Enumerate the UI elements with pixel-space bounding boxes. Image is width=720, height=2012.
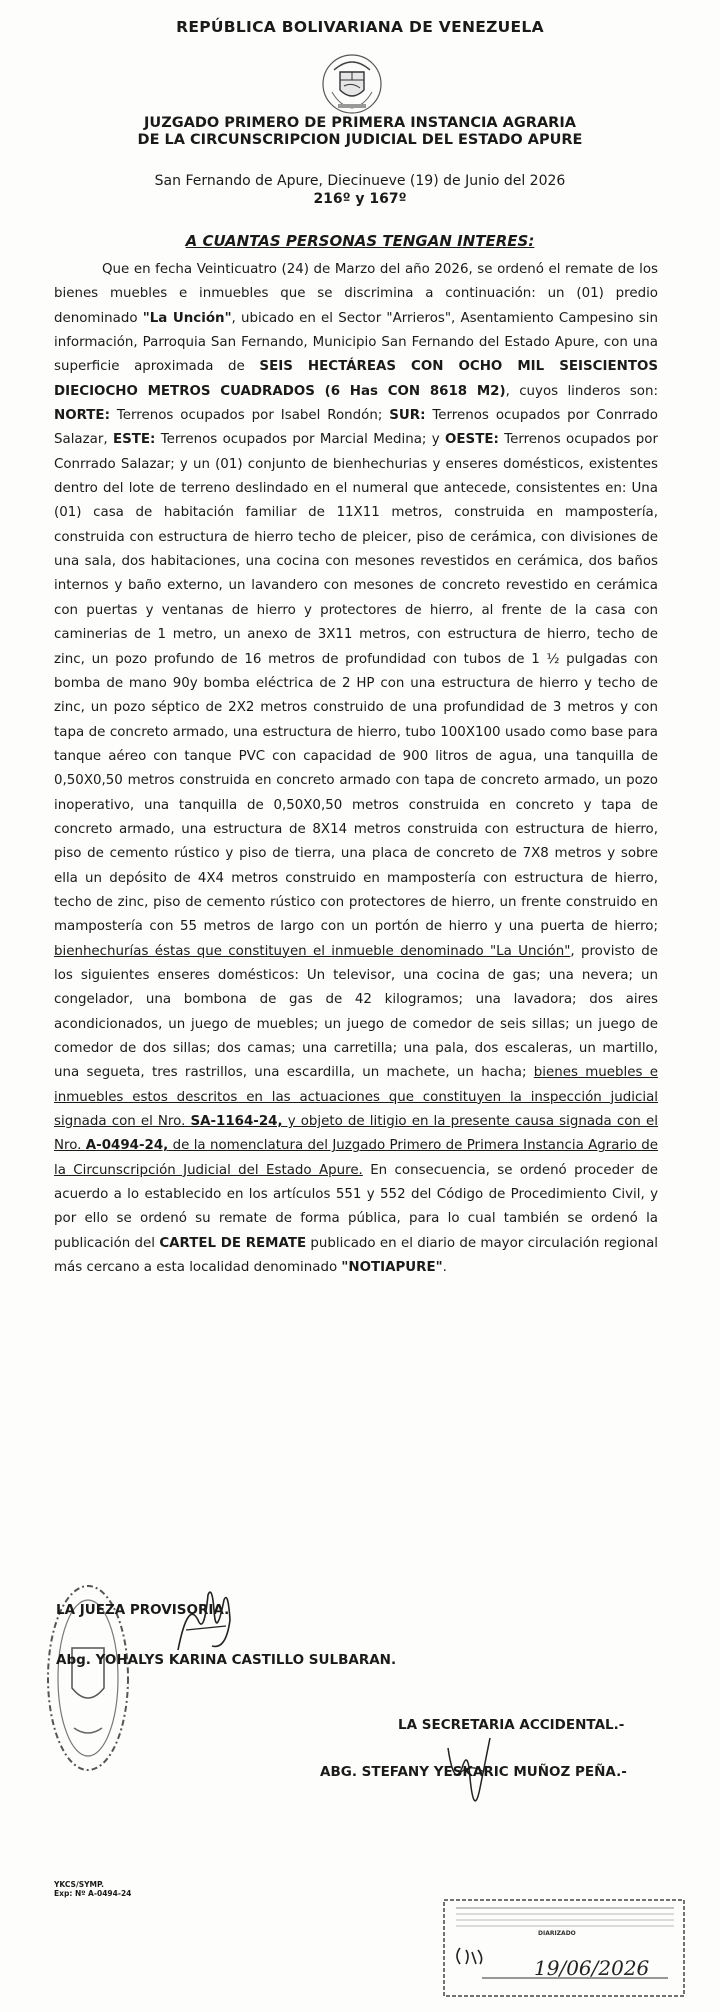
judge-name: Abg. YOHALYS KARINA CASTILLO SULBARAN.	[56, 1652, 397, 1668]
years-line: 216º y 167º	[313, 191, 407, 207]
court-name-line-2: DE LA CIRCUNSCRIPCION JUDICIAL DEL ESTADO APURE	[137, 132, 583, 148]
place-date: San Fernando de Apure, Diecinueve (19) de Junio del 2026	[154, 173, 566, 189]
place-date-block	[0, 172, 720, 208]
notice-body	[54, 258, 658, 1280]
footer-reference	[54, 1880, 131, 1898]
body-text-segment: Que en fecha Veinticuatro (24) de Marzo del año 2026, se ordenó el remate de los bienes muebles e inmuebles que se discrimina a continuación: un (01) predio denominado	[54, 262, 658, 326]
body-text-segment: .	[442, 1260, 447, 1276]
secretary-title: LA SECRETARIA ACCIDENTAL.-	[398, 1717, 625, 1733]
underlined-text: bienes muebles e inmuebles estos descritos en las actuaciones que constituyen la inspección judicial signada con el Nro.	[54, 1065, 659, 1130]
initials: YKCS/SYMP.	[54, 1880, 104, 1889]
underlined-text: de la nomenclatura del Juzgado Primero de Primera Instancia Agrario de la Circunscripción Judicial del Estado Apure.	[54, 1138, 658, 1178]
registry-stamp	[442, 1898, 688, 2000]
inspection-number: SA-1164-24,	[190, 1114, 283, 1130]
body-text-segment: Terrenos ocupados por Conrrado Salazar; y un (01) conjunto de bienhechurias y enseres domésticos, existentes dentro del lote de terreno deslindado en el numeral que antecede, consistentes en: Una (01) casa de habitación familiar de 11X11 metros, construida en mampostería, construida con estructura de hierro techo de pleicer, piso de cerámica, con divisiones de una sala, dos habitaciones, una cocina con mesones revestidos en cerámica, dos baños internos y baño externo, un lavandero con mesones de concreto revestido en cerámica con puertas y ventanas de hierro y protectores de hierro, al frente de la casa con caminerias de 1 metro, un anexo de 3X11 metros, con estructura de hierro, techo de zinc, un pozo profundo de 16 metros de profundidad con tubos de 1 ½ pulgadas con bomba de mano 90y bomba eléctrica de 2 HP con una estructura de hierro y techo de zinc, un pozo séptico de 2X2 metros construido de una profundidad de 3 metros y con tapa de concreto armado, una estructura de hierro, tubo 100X100 usado como base para tanque aéreo con tanque PVC con capacidad de 900 litros de agua, una tanquilla de 0,50X0,50 metros construida en concreto armado con tapa de concreto armado, un pozo inoperativo, una tanquilla de 0,50X0,50 metros construida en concreto y tapa de concreto armado, una estructura de 8X14 metros construida con estructura de hierro, piso de cemento rústico y piso de tierra, una placa de concreto de 7X8 metros y sobre ella un depósito de 4X4 metros construido en mampostería con estructura de hierro, techo de zinc, piso de cemento rústico con protectores de hierro, un frente construido en mampostería con 55 metros de largo con un portón de hierro y una puerta de hierro;	[54, 432, 658, 935]
judge-signature	[168, 1580, 238, 1660]
coat-of-arms-seal	[320, 48, 384, 116]
property-name: "La Unción"	[142, 310, 232, 326]
boundary-north-label: NORTE:	[54, 408, 110, 424]
newspaper-name: "NOTIAPURE"	[341, 1260, 443, 1276]
body-text-segment: Terrenos ocupados por Isabel Rondón;	[109, 408, 390, 424]
body-text-segment: , ubicado en el Sector "Arrieros", Asentamiento Campesino sin información, Parroquia San Fernando, Municipio San Fernando del Estado Apure, con una superficie aproximada de	[54, 310, 658, 375]
boundary-east-label: ESTE:	[112, 432, 156, 448]
boundary-south-label: SUR:	[389, 408, 426, 424]
registry-label: DIARIZADO	[538, 1930, 576, 1937]
secretary-name: ABG. STEFANY YESKARIC MUÑOZ PEÑA.-	[320, 1764, 627, 1780]
registry-stamp-frame	[442, 1898, 688, 2000]
body-text-segment: , provisto de los siguientes enseres domésticos: Un televisor, una cocina de gas; una nevera; un congelador, una bombona de gas de 42 kilogramos; una lavadora; dos aires acondicionados, un juego de muebles; un juego de comedor de seis sillas; un juego de comedor de dos sillas; dos camas; una carretilla; una pala, dos escaleras, un martillo, una segueta, tres rastrillos, una escardilla, un machete, un hacha;	[54, 943, 658, 1081]
body-text-segment: En consecuencia, se ordenó proceder de acuerdo a lo establecido en los artículos 551 y 552 del Código de Procedimiento Civil, y por ello se ordenó su remate de forma pública, para lo cual también se ordenó la publicación del	[54, 1162, 658, 1251]
underlined-text: bienhechurías éstas que constituyen el inmueble denominado "La Unción"	[54, 943, 571, 959]
underlined-text: y objeto de litigio en la presente causa signada con el Nro.	[54, 1114, 658, 1154]
registry-date: 19/06/2026	[534, 1956, 650, 1980]
country-heading: REPÚBLICA BOLIVARIANA DE VENEZUELA	[176, 18, 544, 36]
file-number: Exp: Nº A-0494-24	[54, 1889, 132, 1898]
court-heading	[0, 115, 720, 149]
auction-notice-label: CARTEL DE REMATE	[159, 1235, 307, 1251]
surface-area: SEIS HECTÁREAS CON OCHO MIL SEISCIENTOS DIECIOCHO METROS CUADRADOS (6 Has CON 8618 M2)	[54, 359, 658, 399]
salutation: A CUANTAS PERSONAS TENGAN INTERES:	[185, 232, 535, 250]
body-text-segment: Terrenos ocupados por Marcial Medina; y	[155, 432, 446, 448]
boundary-west-label: OESTE:	[445, 432, 499, 448]
body-text-segment: , cuyos linderos son:	[505, 383, 658, 399]
case-number: A-0494-24,	[85, 1138, 169, 1154]
body-text-segment: publicado en el diario de mayor circulación regional más cercano a esta localidad denominado	[54, 1235, 658, 1276]
court-name-line-1: JUZGADO PRIMERO DE PRIMERA INSTANCIA AGRARIA	[144, 115, 576, 131]
judge-title: LA JUEZA PROVISORIA.	[56, 1602, 230, 1618]
body-text-segment: Terrenos ocupados por Conrrado Salazar,	[54, 408, 658, 448]
